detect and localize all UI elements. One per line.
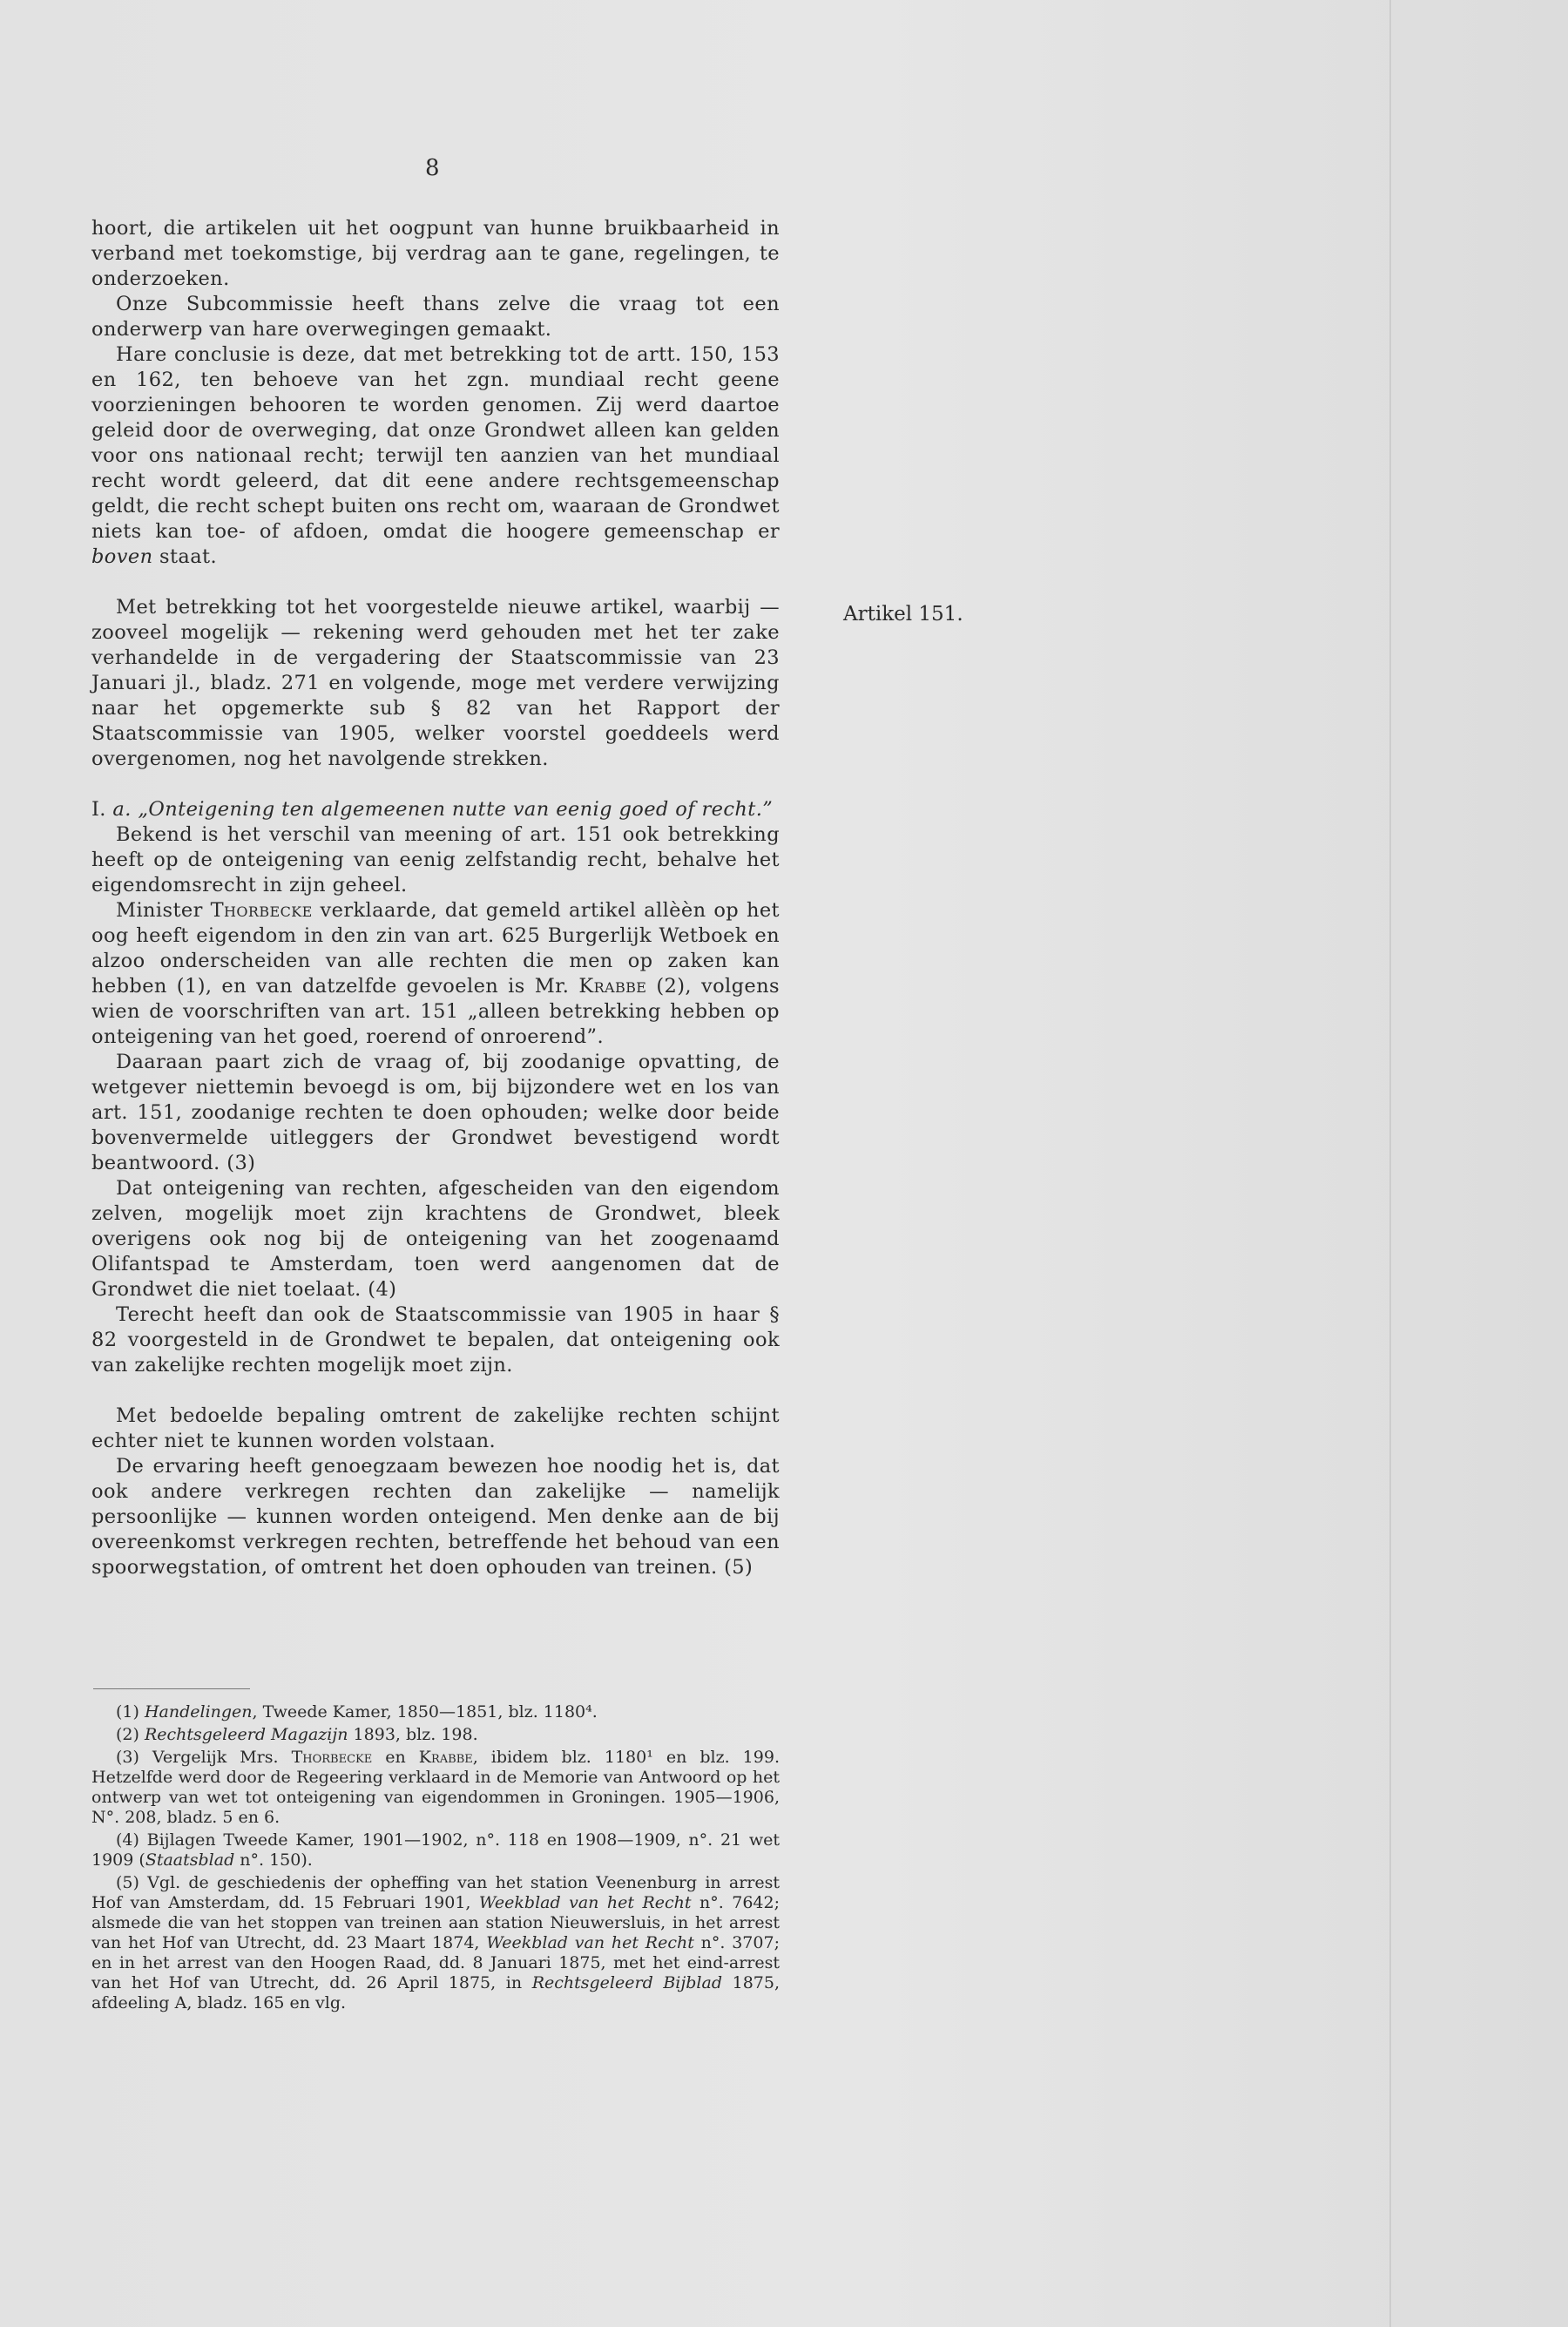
footnote-text: (5) Vgl. de geschiedenis der opheffing van het station Veenenburg in arrest Hof van Amsterdam, dd. 15 Februari 1901, — [91, 1873, 780, 1912]
paragraph: Met bedoelde bepaling omtrent de zakelijke rechten schijnt echter niet te kunnen worden volstaan. — [91, 1404, 780, 1452]
paragraph: De ervaring heeft genoegzaam bewezen hoe noodig het is, dat ook andere verkregen rechten dan zakelijke — namelijk persoonlijke — kunnen worden onteigend. Men denke aan de bij overeenkomst verkregen rechten, betreffende het behoud van een spoorwegstation, of omtrent het doen ophouden van treinen. (5) — [91, 1455, 780, 1579]
heading-number: I. — [91, 798, 113, 821]
margin-note-artikel: Artikel 151. — [843, 603, 963, 626]
footnote-title: Handelingen — [144, 1702, 253, 1722]
paragraph — [91, 898, 780, 1050]
footnote-text: , ibidem blz. 1180¹ en blz. 199. Hetzelfde werd door de Regeering verklaard in de Memorie van Antwoord op het ontwerp van wet tot onteigening van eigendommen in Groningen. 1905—1906, N°. 208, bladz. 5 en 6. — [91, 1748, 780, 1827]
paragraph: Daaraan paart zich de vraag of, bij zoodanige opvatting, de wetgever niettemin bevoegd is om, bij bijzondere wet en los van art. 151, zoodanige rechten te doen ophouden; welke door beide bovenvermelde uitleggers der Grondwet bevestigend wordt beantwoord. (3) — [91, 1051, 780, 1174]
page-number: 8 — [425, 155, 440, 181]
paragraph: Onze Subcommissie heeft thans zelve die vraag tot een onderwerp van hare overwegingen gemaakt. — [91, 293, 780, 341]
footnote-3 — [91, 1748, 780, 1828]
paragraph: Dat onteigening van rechten, afgescheiden van den eigendom zelven, mogelijk moet zijn krachtens de Grondwet, bleek overigens ook nog bij de onteigening van het zoogenaamd Olifantspad te Amsterdam, toen werd aangenomen dat de Grondwet die niet toelaat. (4) — [91, 1177, 780, 1301]
footnote-1 — [91, 1702, 780, 1722]
paragraph: hoort, die artikelen uit het oogpunt van hunne bruikbaarheid in verband met toekomstige, bij verdrag aan te gane, regelingen, te onderzoeken. — [91, 217, 780, 290]
footnote-4 — [91, 1830, 780, 1870]
name-krabbe: Krabbe — [578, 975, 647, 998]
footnote-text: n°. 3707; en in het arrest van den Hoogen Raad, dd. 8 Januari 1875, met het eind-arrest van het Hof van Utrecht, dd. 26 April 1875, in — [91, 1933, 780, 1992]
footnote-title: Staatsblad — [145, 1850, 235, 1870]
paragraph — [91, 342, 780, 570]
footnote-rule — [93, 1688, 250, 1689]
paragraph: Terecht heeft dan ook de Staatscommissie van 1905 in haar § 82 voorgesteld in de Grondwet te bepalen, dat onteigening ook van zakelijke rechten mogelijk moet zijn. — [91, 1303, 780, 1377]
footnote-2 — [91, 1725, 780, 1745]
text-span: Hare conclusie is deze, dat met betrekking tot de artt. 150, 153 en 162, ten behoeve van het zgn. mundiaal recht geene voorzieningen behooren te worden genomen. Zij werd daartoe geleid door de overweging, dat onze Grondwet alleen kan gelden voor ons nationaal recht; terwijl ten aanzien van het mundiaal recht wordt geleerd, dat dit eene andere rechtsgemeenschap geldt, die recht schept buiten ons recht om, waaraan de Grondwet niets kan toe- of afdoen, omdat die hoogere gemeenschap er — [91, 343, 780, 543]
text-span: verklaarde, dat gemeld artikel allèèn op het oog heeft eigendom in den zin van art. 625 Burgerlijk Wetboek en alzoo onderscheiden van alle rechten die men op zaken kan hebben (1), en van datzelfde gevoelen is Mr. — [91, 899, 780, 998]
name-thorbecke: Thorbecke — [291, 1748, 373, 1767]
footnote-text: , Tweede Kamer, 1850—1851, blz. 1180⁴. — [252, 1702, 598, 1722]
footnote-5 — [91, 1873, 780, 2013]
footnote-text: en — [372, 1748, 419, 1767]
text-span: Minister — [116, 899, 211, 922]
main-text — [91, 216, 780, 1580]
name-krabbe: Krabbe — [418, 1748, 473, 1767]
heading-title: „Onteigening ten algemeenen nutte van eenig goed of recht.” — [138, 798, 774, 821]
footnote-title: Rechtsgeleerd Magazijn — [144, 1725, 348, 1744]
footnote-text: n°. 150). — [234, 1850, 313, 1870]
heading-letter: a. — [112, 798, 132, 821]
text-span: (2), volgens wien de voorschriften van art. 151 „alleen betrekking hebben op onteigening van het goed, roerend of onroerend”. — [91, 975, 780, 1048]
footnote-text: n°. 7642; alsmede die van het stoppen van treinen aan station Nieuwersluis, in het arrest van het Hof van Utrecht, dd. 23 Maart 1874, — [91, 1893, 781, 1952]
section-heading — [91, 797, 780, 822]
page-edge-line — [1389, 0, 1391, 2327]
footnote-title: Rechtsgeleerd Bijblad — [531, 1973, 722, 1992]
footnote-text: 1893, blz. 198. — [348, 1725, 478, 1744]
name-thorbecke: Thorbecke — [210, 899, 313, 922]
footnote-title: Weekblad van het Recht — [478, 1893, 692, 1912]
italic-span: boven — [91, 545, 153, 568]
paragraph: Met betrekking tot het voorgestelde nieuwe artikel, waarbij — zooveel mogelijk — rekening werd gehouden met het ter zake verhandelde in de vergadering der Staatscommissie van 23 Januari jl., bladz. 271 en volgende, moge met verdere verwijzing naar het opgemerkte sub § 82 van het Rapport der Staatscommissie van 1905, welker voorstel goeddeels werd overgenomen, nog het navolgende strekken. — [91, 596, 780, 770]
footnote-text: (3) Vergelijk Mrs. — [116, 1748, 292, 1767]
footnote-number: (2) — [116, 1725, 145, 1744]
footnotes — [91, 1702, 780, 2016]
paragraph: Bekend is het verschil van meening of art. 151 ook betrekking heeft op de onteigening van eenig zelfstandig recht, behalve het eigendomsrecht in zijn geheel. — [91, 823, 780, 896]
footnote-text: 1875, afdeeling A, bladz. 165 en vlg. — [91, 1973, 780, 2012]
footnote-text: (4) Bijlagen Tweede Kamer, 1901—1902, n°. 118 en 1908—1909, n°. 21 wet 1909 ( — [91, 1830, 780, 1870]
footnote-number: (1) — [116, 1702, 145, 1722]
footnote-title: Weekblad van het Recht — [486, 1933, 694, 1952]
text-span: staat. — [152, 545, 218, 568]
